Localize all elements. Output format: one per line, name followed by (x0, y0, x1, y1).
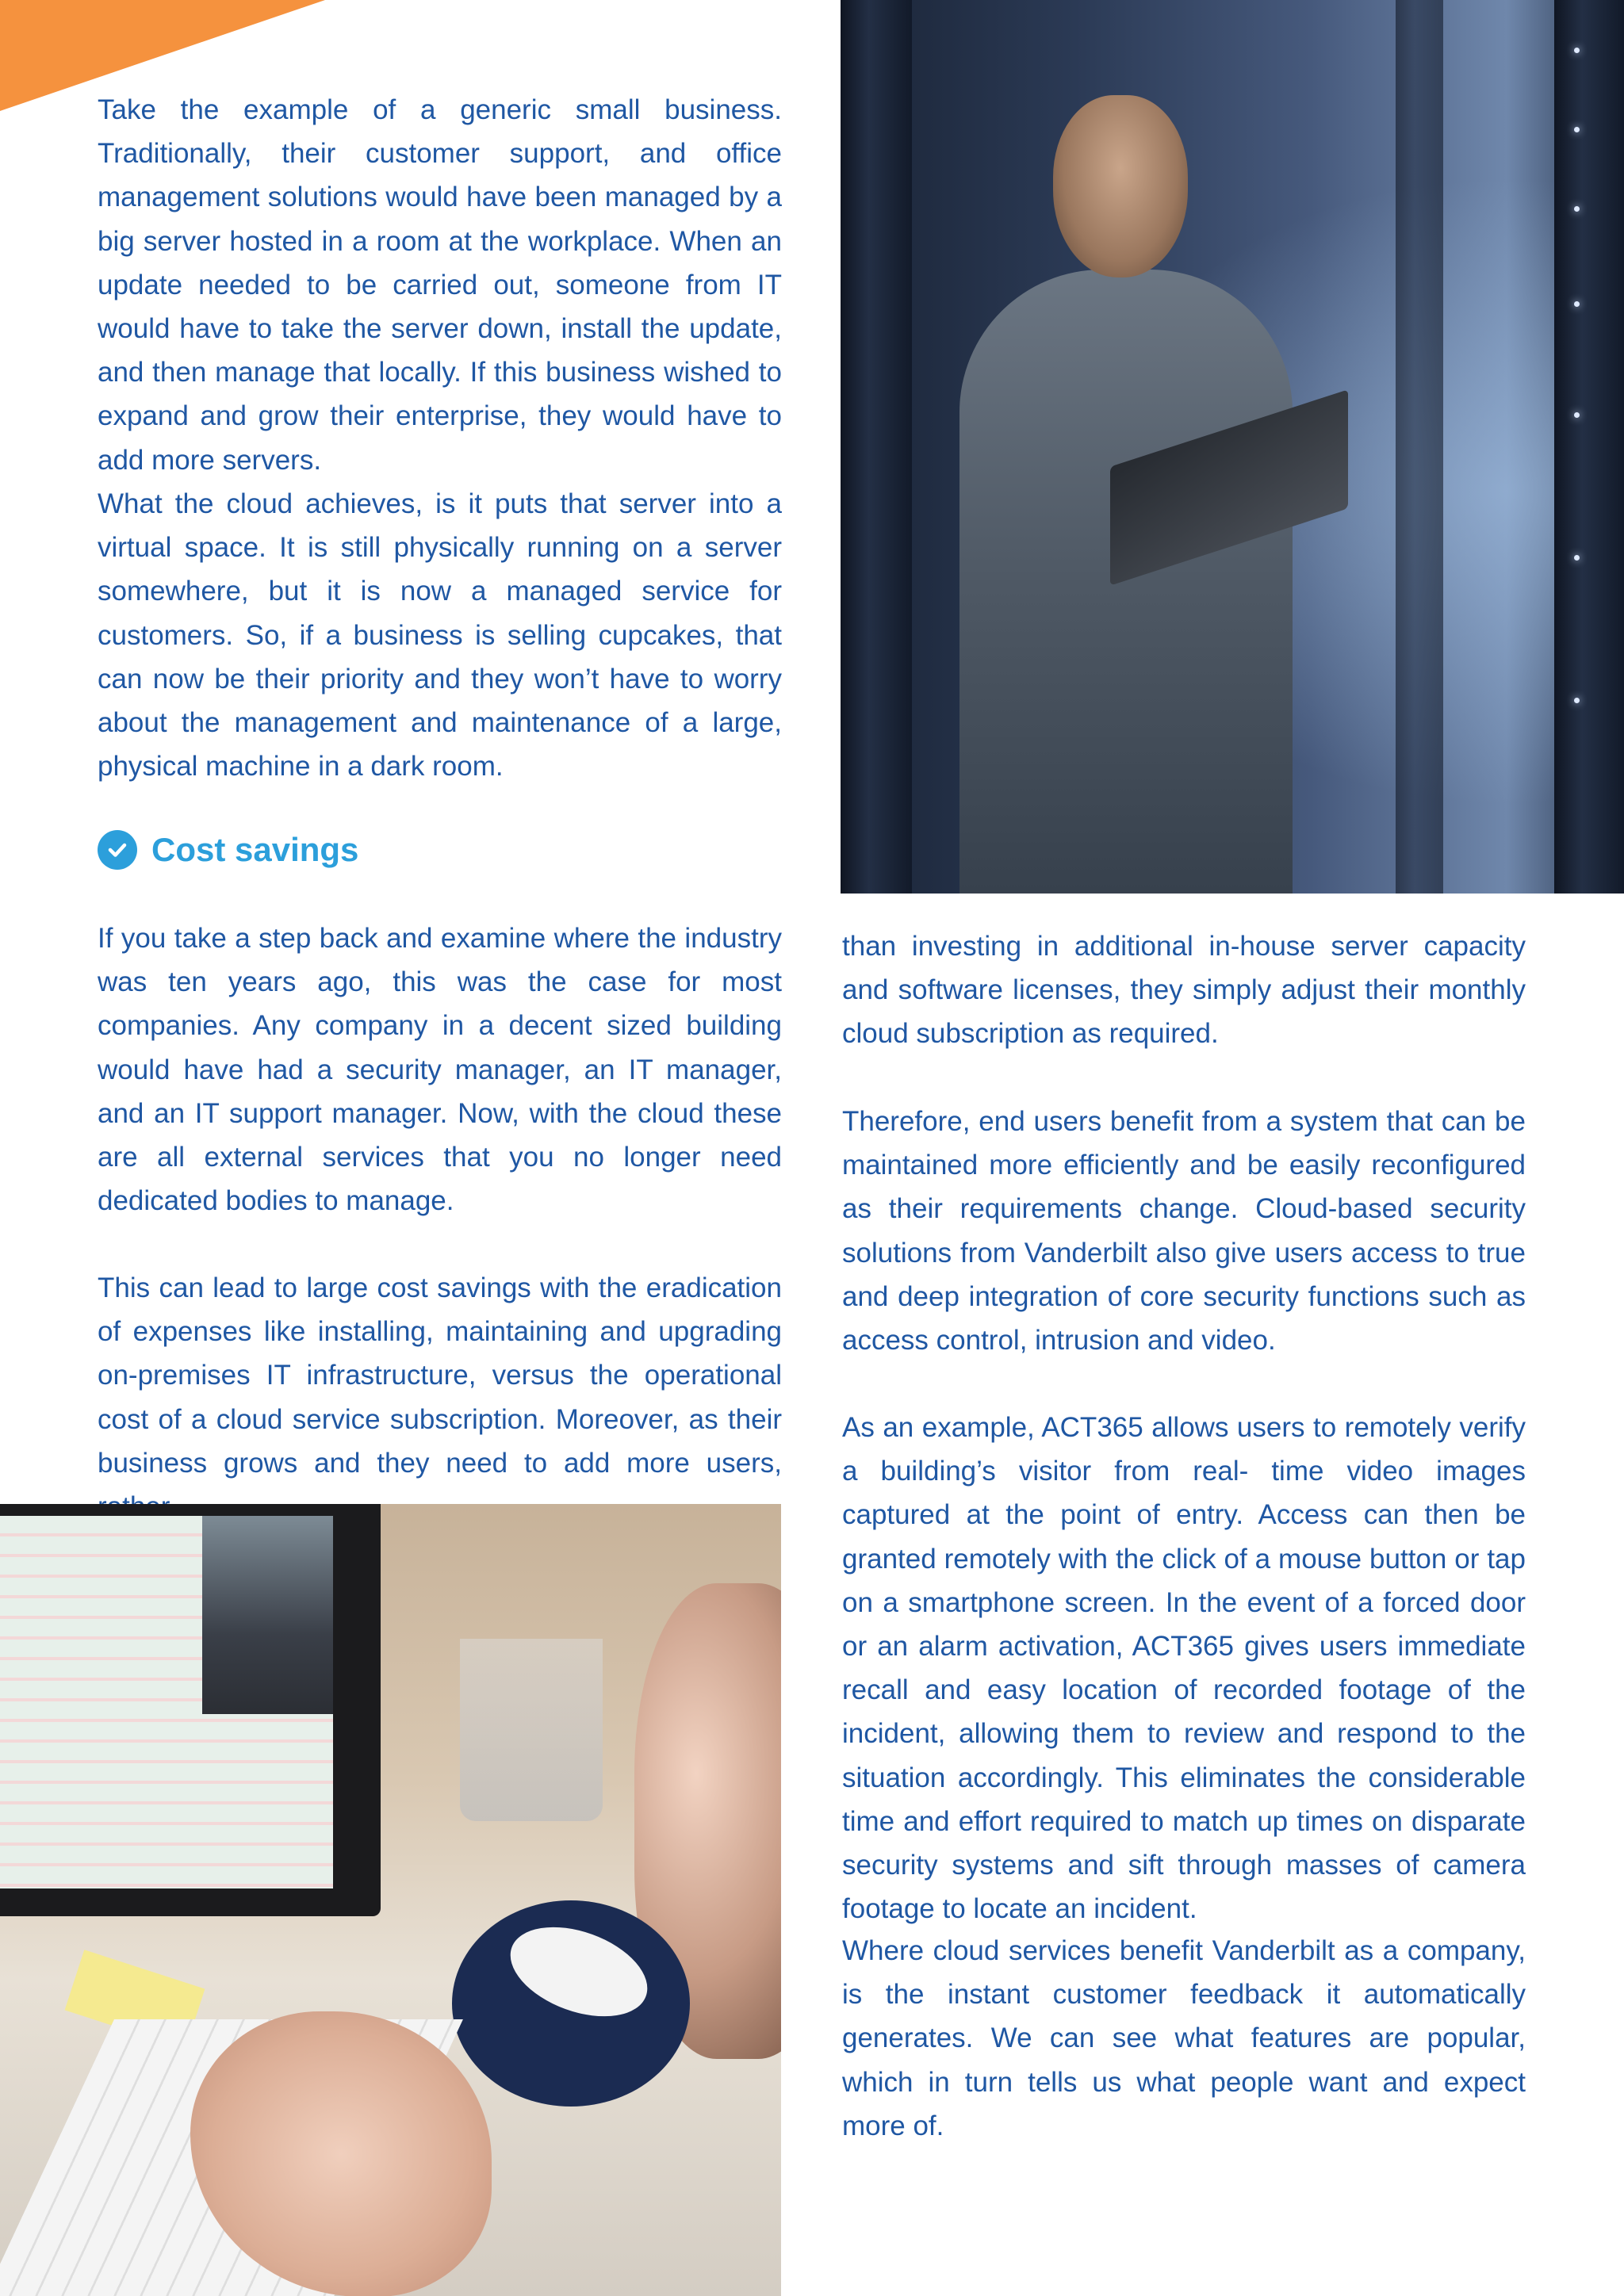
paragraph-investing: than investing in additional in-house server capacity and software licenses, they simply adjust their monthly cloud subscription as required. (842, 931, 1526, 1050)
paragraph-industry: If you take a step back and examine where the industry was ten years ago, this was the case for most companies. Any company in a decent sized building would have had a security manager, an IT manager, and an IT support manager. Now, with the cloud these are all external services that you no longer need dedicated bodies to manage. (98, 923, 782, 1217)
photo-desk-monitor (0, 1504, 781, 2296)
paragraph-cost-savings: This can lead to large cost savings with the eradication of expenses like installing, maintaining and upgrading on-premises IT infrastructure, versus the operational cost of a cloud service subscription. Moreover, as their business grows and they need to add more users, (98, 1272, 782, 1479)
section-heading-cost-savings (98, 825, 358, 875)
paragraph-vanderbilt-feedback: Where cloud services benefit Vanderbilt as a company, is the instant customer feedback it automatically generates. We can see what features are popular, which in turn tells us what people want and expect more of. (842, 1935, 1526, 2141)
photo-datacenter-technician (841, 0, 1624, 894)
paragraph-cloud-achieves: What the cloud achieves, is it puts that server into a virtual space. It is still physically running on a server somewhere, but it is now a managed service for customers. So, if a business is selling cupcakes, that can now be their priority and they won’t have to worry about the management and maintenance of a large, physical machine in a dark room. (98, 488, 782, 783)
paragraph-small-business: Take the example of a generic small business. Traditionally, their customer support, and office management solutions would have been managed by a big server hosted in a room at the workplace. When an update needed to be carried out, someone from IT would have to take the server down, install the update, and then manage that locally. If this business wished to expand and grow their enterprise, they would have to add more servers. (98, 94, 782, 476)
paragraph-act365-example: As an example, ACT365 allows users to remotely verify a building’s visitor from real- time video images captured at the point of entry. Access can then be granted remotely with the click of a mouse button or tap on a smartphone screen. In the event of a forced door or an alarm activation, ACT365 gives users immediate recall and easy location of recorded footage of the incident, allowing them to review and respond to the situation accordingly. This eliminates the considerable time and effort required to match up times on disparate security systems and sift through masses of camera footage to locate an incident. (842, 1412, 1526, 1925)
heading-text: Cost savings (151, 831, 359, 868)
paragraph-end-users: Therefore, end users benefit from a system that can be maintained more efficiently and be easily reconfigured as their requirements change. Cloud-based security solutions from Vanderbilt also give users access to true and deep integration of core security functions such as access control, intrusion and video. (842, 1106, 1526, 1357)
check-circle-icon (98, 830, 137, 870)
